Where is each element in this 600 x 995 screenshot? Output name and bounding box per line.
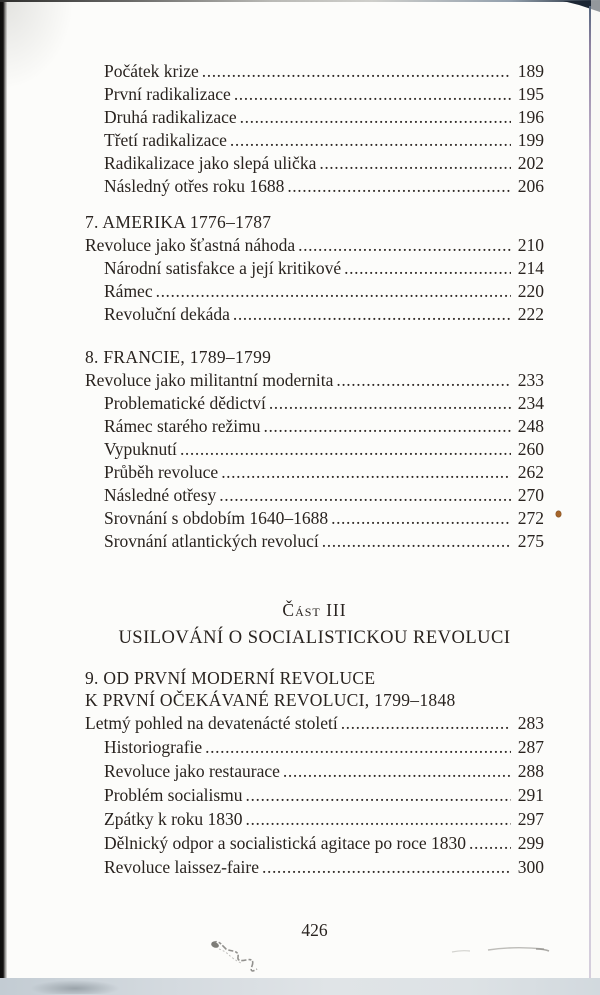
toc-entry-page: 196 (517, 107, 544, 127)
dot-leader (331, 507, 511, 530)
toc-entry-page: 248 (517, 416, 544, 436)
dot-leader (180, 438, 511, 461)
toc-entry-label: Problém socialismu (104, 785, 243, 805)
toc-chapter-heading (85, 667, 544, 689)
toc-entry-label: Následné otřesy (104, 485, 217, 505)
toc-entry (85, 507, 544, 530)
toc-entry-label: Počátek krize (104, 61, 199, 81)
toc-entry (85, 152, 544, 175)
toc-entry (85, 257, 544, 280)
toc-entry (85, 106, 544, 129)
toc-entry-label: Revoluční dekáda (104, 304, 230, 324)
toc-entry-label: Problematické dědictví (104, 393, 266, 413)
scan-bottom-left-shadow (30, 980, 120, 994)
toc-entry-label: Rámec starého režimu (104, 416, 261, 436)
toc-entry-label: Národní satisfakce a její kritikové (104, 258, 342, 278)
dot-leader (240, 106, 511, 129)
toc-entry (85, 855, 544, 879)
toc-entry-page: 283 (517, 713, 544, 733)
scan-left-edge (0, 0, 7, 995)
toc-entry (85, 369, 544, 392)
toc-entry (85, 415, 544, 438)
toc-entry-label: Letmý pohled na devatenácté století (85, 713, 338, 733)
toc-entry-page: 199 (517, 130, 544, 150)
toc-entry (85, 831, 544, 855)
dot-leader (221, 461, 511, 484)
toc-entry (85, 484, 544, 507)
scan-corner-shade (4, 0, 74, 90)
toc-entry (85, 280, 544, 303)
dot-leader (234, 83, 511, 106)
toc-entry-page: 287 (517, 737, 544, 757)
scan-right-margin (591, 0, 600, 995)
scan-top-edge (0, 0, 600, 2)
toc-entry-page: 275 (517, 531, 544, 551)
dot-leader (283, 759, 511, 783)
toc-entry (85, 461, 544, 484)
dot-leader (202, 60, 511, 83)
toc-chapter-label: 9. OD PRVNÍ MODERNÍ REVOLUCE (85, 668, 376, 688)
toc-entry (85, 303, 544, 326)
toc-entry-page: 297 (517, 809, 544, 829)
toc-entry-page: 233 (517, 370, 544, 390)
toc-entry-page: 272 (517, 508, 544, 528)
toc-entry-page: 299 (517, 833, 544, 853)
toc-entry (85, 129, 544, 152)
page-number: 426 (301, 920, 328, 940)
dot-leader (319, 152, 511, 175)
toc-entry-label: Následný otřes roku 1688 (104, 176, 285, 196)
toc-entry-label: Srovnání s obdobím 1640–1688 (104, 508, 329, 528)
toc-entry (85, 234, 544, 257)
toc-entry (85, 60, 544, 83)
toc-entry-label: Zpátky k roku 1830 (104, 809, 243, 829)
toc-entry (85, 807, 544, 831)
toc-chapter-heading (85, 346, 544, 369)
toc-entry-label: První radikalizace (104, 84, 231, 104)
dot-leader (230, 129, 511, 152)
dot-leader (219, 484, 511, 507)
dot-leader (269, 392, 511, 415)
toc-entry-page: 291 (517, 785, 544, 805)
dot-leader (246, 783, 511, 807)
toc-chapter-label: 7. AMERIKA 1776–1787 (85, 212, 272, 232)
toc-entry-page: 189 (517, 61, 544, 81)
ink-stain-dot (556, 511, 561, 517)
toc-entry-page: 234 (517, 393, 544, 413)
toc-entry (85, 392, 544, 415)
toc-entry-page: 220 (517, 281, 544, 301)
toc-entry-page: 210 (517, 235, 544, 255)
dot-leader (336, 369, 511, 392)
toc-entry-page: 195 (517, 84, 544, 104)
toc-entry (85, 759, 544, 783)
toc-entry (85, 711, 544, 735)
pencil-mark (448, 942, 552, 963)
toc-entry-label: Rámec (104, 281, 153, 301)
toc-entry-page: 260 (517, 439, 544, 459)
pencil-smudge (205, 935, 265, 978)
toc-chapter-label: K PRVNÍ OČEKÁVANÉ REVOLUCI, 1799–1848 (85, 690, 456, 710)
toc-entry-label: Revoluce jako militantní modernita (85, 370, 334, 390)
dot-leader (341, 711, 511, 735)
part-label-numeral: III (326, 600, 347, 620)
part-heading (85, 598, 544, 651)
toc-entry-page: 222 (517, 304, 544, 324)
dot-leader (344, 257, 511, 280)
part-label (85, 598, 544, 622)
toc-entry-label: Třetí radikalizace (104, 130, 227, 150)
toc-chapter-label: 8. FRANCIE, 1789–1799 (85, 347, 272, 367)
dot-leader (322, 530, 511, 553)
part-title: USILOVÁNÍ O SOCIALISTICKOU REVOLUCI (118, 628, 511, 648)
toc-entry-label: Revoluce jako šťastná náhoda (85, 235, 296, 255)
toc-entry-label: Historiografie (104, 737, 203, 757)
toc-entry-page: 300 (517, 857, 544, 877)
toc-entry-page: 202 (517, 153, 544, 173)
toc-entry (85, 735, 544, 759)
dot-leader (233, 303, 511, 326)
dot-leader (263, 415, 511, 438)
toc-entry-page: 262 (517, 462, 544, 482)
dot-leader (287, 175, 511, 198)
toc-entry-label: Revoluce laissez-faire (104, 857, 259, 877)
toc-entry-label: Vypuknutí (104, 439, 177, 459)
dot-leader (298, 234, 511, 257)
toc-entry (85, 438, 544, 461)
dot-leader (156, 280, 511, 303)
toc-chapter-heading (85, 211, 544, 234)
toc-entry-page: 288 (517, 761, 544, 781)
part-label-word: Část (282, 600, 321, 620)
toc-entry-label: Průběh revoluce (104, 462, 219, 482)
toc-entry-label: Druhá radikalizace (104, 107, 237, 127)
dot-leader (205, 735, 511, 759)
toc-entry-page: 270 (517, 485, 544, 505)
toc-entry (85, 783, 544, 807)
toc-entry-label: Revoluce jako restaurace (104, 761, 280, 781)
toc-entry-label: Srovnání atlantických revolucí (104, 531, 319, 551)
toc-entry (85, 175, 544, 198)
toc-entry-label: Dělnický odpor a socialistická agitace po roce 1830 (104, 833, 467, 853)
toc-entry (85, 530, 544, 553)
toc-entry-label: Radikalizace jako slepá ulička (104, 153, 317, 173)
toc-entry-page: 214 (517, 258, 544, 278)
dot-leader (262, 855, 511, 879)
dot-leader (469, 831, 511, 855)
toc-entry (85, 83, 544, 106)
dot-leader (246, 807, 511, 831)
table-of-contents (85, 60, 544, 879)
toc-chapter-heading (85, 689, 544, 711)
toc-entry-page: 206 (517, 176, 544, 196)
